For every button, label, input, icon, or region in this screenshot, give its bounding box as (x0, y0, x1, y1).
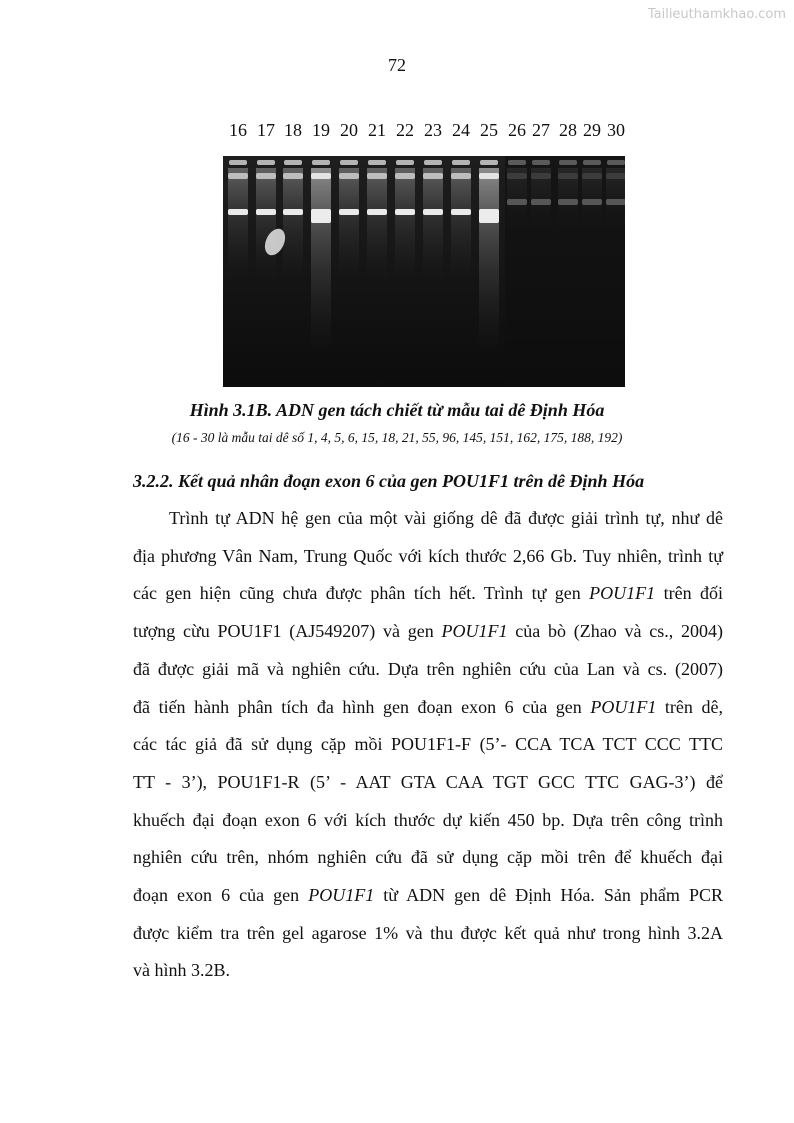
gel-lane-label: 24 (452, 120, 470, 140)
text-run: được kiểm tra trên gel agarose 1% và thu được kết quả như trong hình 3.2A (133, 922, 723, 943)
gel-lane (311, 160, 331, 348)
gel-lane (256, 160, 276, 278)
gel-lane (479, 160, 499, 348)
paragraph-line (133, 877, 723, 915)
paragraph-line (133, 839, 723, 877)
text-run: từ ADN gen dê Định Hóa. Sản phẩm PCR (374, 885, 723, 906)
paragraph-line (133, 613, 723, 651)
gel-lane (531, 160, 551, 228)
section-heading: 3.2.2. Kết quả nhân đoạn exon 6 của gen POU1F1 trên dê Định Hóa (133, 471, 645, 491)
gel-lane-label: 23 (424, 120, 442, 140)
text-run: trên đối (655, 583, 723, 604)
paragraph-line (133, 802, 723, 840)
gel-lane-label: 20 (340, 120, 358, 140)
gene-name: POU1F1 (589, 583, 656, 604)
text-run: tượng cừu POU1F1 (AJ549207) và gen (133, 621, 442, 642)
watermark: Tailieuthamkhao.com (647, 7, 786, 22)
gel-lane-label: 30 (607, 120, 625, 140)
gel-lane (395, 160, 415, 278)
gene-name: POU1F1 (590, 696, 657, 717)
gel-lane (367, 160, 387, 278)
text-run: khuếch đại đoạn exon 6 với kích thước dự kiến 450 bp. Dựa trên công trình (133, 809, 723, 830)
gel-lane (558, 160, 578, 228)
gel-lane (451, 160, 471, 278)
gel-lane-label: 19 (312, 120, 330, 140)
gel-lane-label: 28 (559, 120, 577, 140)
text-run: TT - 3’), POU1F1-R (5’ - AAT GTA CAA TGT GCC TTC GAG-3’) để (133, 771, 723, 792)
gel-lane-label: 17 (257, 120, 275, 140)
gel-lane (423, 160, 443, 278)
paragraph-line (133, 538, 723, 576)
body-paragraph (133, 500, 723, 990)
gel-lane-label: 27 (532, 120, 550, 140)
figure-caption-note: (16 - 30 là mẫu tai dê số 1, 4, 5, 6, 15, 18, 21, 55, 96, 145, 151, 162, 175, 188, 192) (171, 430, 623, 445)
gene-name: POU1F1 (308, 885, 375, 906)
gel-lane-labels (222, 120, 632, 142)
gel-lane (283, 160, 303, 278)
gel-lane (228, 160, 248, 278)
text-run: các gen hiện cũng chưa được phân tích hết. Trình tự gen (133, 583, 590, 604)
gel-lane-label: 25 (480, 120, 498, 140)
paragraph-line (133, 689, 723, 727)
text-run: đoạn exon 6 của gen (133, 885, 309, 906)
page-number: 72 (388, 55, 406, 75)
text-run: của bò (Zhao và cs., 2004) (507, 621, 724, 642)
text-run: đã được giải mã và nghiên cứu. Dựa trên nghiên cứu của Lan và cs. (2007) (133, 658, 723, 679)
gel-lane (339, 160, 359, 278)
gel-lane-label: 21 (368, 120, 386, 140)
text-run: các tác giả đã sử dụng cặp mồi POU1F1-F (5’- CCA TCA TCT CCC TTC (133, 734, 723, 755)
text-run: và hình 3.2B. (133, 960, 230, 981)
gel-lane-label: 16 (229, 120, 247, 140)
text-run: Trình tự ADN hệ gen của một vài giống dê đã được giải trình tự, như dê (169, 508, 723, 528)
paragraph-line (133, 500, 723, 538)
text-run: trên dê, (656, 696, 723, 717)
text-run: địa phương Vân Nam, Trung Quốc với kích thước 2,66 Gb. Tuy nhiên, trình tự (133, 545, 723, 566)
paragraph-line (133, 651, 723, 689)
paragraph-line (133, 915, 723, 953)
text-run: đã tiến hành phân tích đa hình gen đoạn exon 6 của gen (133, 696, 591, 717)
gel-lane (582, 160, 602, 228)
gel-lane-label: 18 (284, 120, 302, 140)
gel-electrophoresis-image (223, 156, 625, 387)
gel-lane-label: 26 (508, 120, 526, 140)
gene-name: POU1F1 (441, 621, 508, 642)
gel-lane-label: 29 (583, 120, 601, 140)
figure-caption-title: Hình 3.1B. ADN gen tách chiết từ mẫu tai dê Định Hóa (189, 400, 605, 420)
text-run: nghiên cứu trên, nhóm nghiên cứu đã sử dụng cặp mồi trên để khuếch đại (133, 847, 723, 868)
paragraph-line (133, 952, 723, 990)
paragraph-line (133, 764, 723, 802)
gel-lane-label: 22 (396, 120, 414, 140)
gel-lane (507, 160, 527, 228)
paragraph-line (133, 726, 723, 764)
gel-lane (606, 160, 625, 228)
paragraph-line (133, 575, 723, 613)
